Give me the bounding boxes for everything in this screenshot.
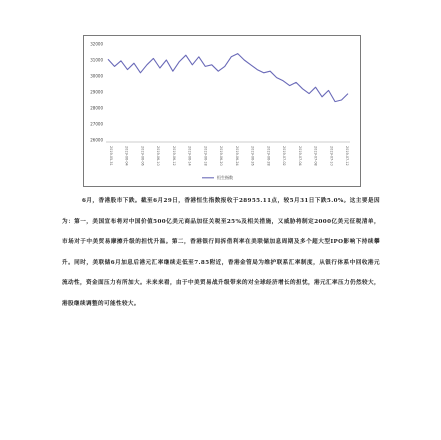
x-tick-label: 2019-06-20	[219, 146, 224, 166]
x-tick-label: 2019-07-12	[345, 146, 349, 166]
x-tick-label: 2019-05-31	[109, 146, 113, 166]
paragraph-1	[62, 191, 380, 314]
x-tick-label: 2019-07-08	[313, 146, 318, 166]
paragraph-lead: 6月，香港股市下跌。	[82, 198, 141, 204]
y-tick-label: 28000	[90, 105, 103, 111]
article-body	[62, 191, 380, 314]
x-tick-label: 2019-06-06	[140, 146, 145, 166]
x-tick-label: 2019-07-10	[329, 146, 334, 166]
x-tick-label: 2019-07-02	[282, 146, 287, 166]
legend-label: 恒生指数	[217, 175, 233, 180]
x-tick-label: 2019-06-12	[171, 146, 176, 166]
y-tick-label: 26000	[90, 137, 103, 143]
y-tick-label: 32000	[90, 41, 103, 47]
y-tick-label: 30000	[90, 73, 103, 79]
x-tick-label: 2019-06-10	[156, 146, 161, 166]
chart-frame	[83, 35, 361, 187]
paragraph-text: 截至6月29日，香港恒生指数报收于28955.11点，较5月31日下跌5.0%。这主要是因为：第一，美国宣布将对中国价值500亿美元商品加征关税至25%及相关措施，又威胁将制定2000亿美元征税清单，市场对于中美贸易摩擦升级的担忧升温。第二，香港银行间拆借利率在美联储加息周期及多个超大型IPO影响下持续攀升。同时，美联储6月加息后港元汇率继续走低至7.85附近，香港金管局为维护联系汇率制度，从银行体系中回收港元流动性，资金面压力有所加大。未来来看，由于中美贸易战升级带来的对全球经济增长的担忧，港元汇率压力仍然较大，港股继续调整的可能性较大。	[62, 198, 380, 307]
x-tick-label: 2019-06-28	[266, 146, 271, 166]
y-tick-label: 31000	[90, 57, 103, 63]
y-tick-label: 29000	[90, 89, 103, 95]
series-line	[108, 54, 348, 102]
x-tick-label: 2019-07-04	[297, 146, 302, 166]
line-chart	[84, 36, 360, 186]
x-tick-label: 2019-06-18	[203, 146, 208, 166]
x-tick-label: 2019-06-04	[124, 146, 129, 166]
x-tick-label: 2019-06-26	[250, 146, 255, 166]
x-tick-label: 2019-06-14	[187, 146, 192, 166]
x-tick-label: 2019-06-24	[234, 146, 239, 166]
y-tick-label: 27000	[90, 121, 103, 127]
